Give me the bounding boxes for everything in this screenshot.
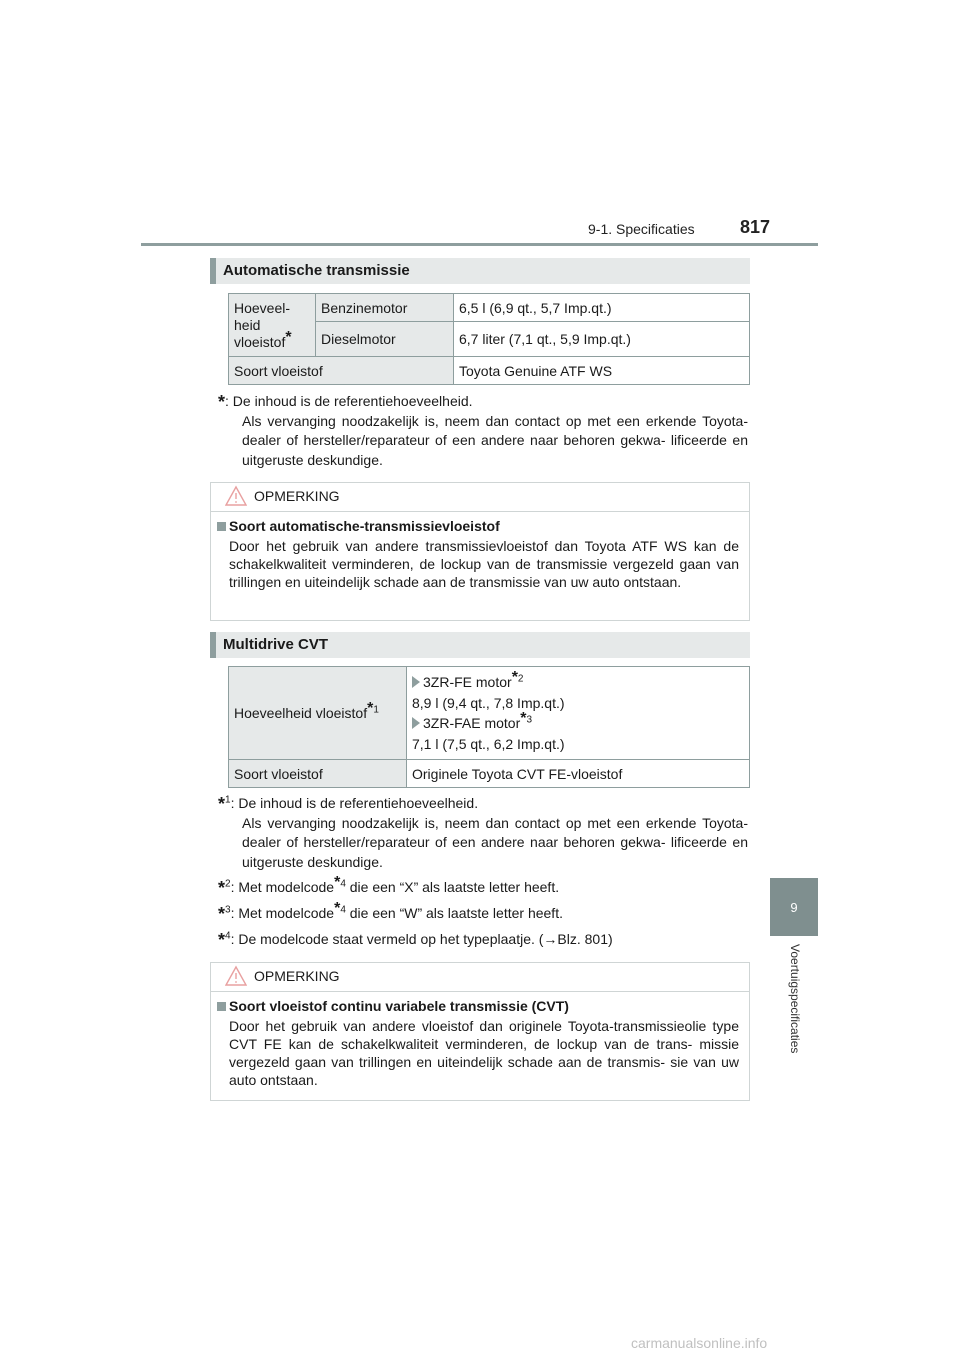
fluid-quantity-label: Hoeveel- heid vloeistof (234, 299, 291, 350)
footnote-text: : Met modelcode (230, 905, 335, 921)
footnote-automatic (218, 392, 748, 470)
header-rule (141, 243, 818, 246)
footnote-text: die een “X” als laatste letter heeft. (345, 879, 560, 895)
cvt-quantity-values (407, 667, 750, 760)
footnote-marker: * (285, 328, 292, 346)
engine-quantity: 8,9 l (9,4 qt., 7,8 Imp.qt.) (412, 694, 565, 711)
triangle-bullet-icon (412, 717, 420, 729)
triangle-bullet-icon (412, 676, 420, 688)
footnote-number: 3 (225, 904, 231, 916)
footnote-text: : Met modelcode (230, 879, 335, 895)
notice-title: OPMERKING (254, 488, 340, 504)
footnote-text: : De modelcode staat vermeld op het typeplaatje. ( (230, 931, 544, 947)
footnote-marker: * (520, 710, 527, 727)
footnote-marker: * (218, 878, 226, 898)
page-number: 817 (740, 217, 771, 237)
notice-header (211, 483, 749, 512)
footnote-number: 4 (340, 878, 346, 890)
notice-heading (217, 517, 739, 535)
cvt-table (228, 666, 750, 788)
footnote-text: die een “W” als laatste letter heeft. (345, 905, 563, 921)
footnote-number: 2 (517, 673, 524, 685)
footnote-number: 3 (526, 714, 533, 726)
notice-heading-text: Soort automatische-transmissievloeistof (229, 518, 500, 534)
cvt-quantity-label: Hoeveelheid vloeistof (234, 705, 368, 721)
footnote-marker: * (218, 930, 226, 950)
footnote-marker: * (218, 904, 226, 924)
engine-entry (412, 669, 744, 693)
arrow-icon: → (543, 931, 558, 947)
section-title-automatic-transmission: Automatische transmissie (210, 258, 750, 284)
footnote-marker: * (334, 874, 341, 891)
footnote-marker: * (218, 392, 226, 412)
warning-triangle-icon (225, 965, 247, 987)
engine-type-cell: Dieselmotor (316, 322, 454, 357)
automatic-transmission-table (228, 293, 750, 385)
engine-type-cell: Benzinemotor (316, 294, 454, 322)
fluid-quantity-value: 6,7 liter (7,1 qt., 5,9 Imp.qt.) (454, 322, 750, 357)
bullet-square-icon (217, 522, 226, 531)
engine-name: 3ZR-FE motor (423, 674, 512, 690)
footnote-marker: * (218, 794, 226, 814)
notice-text: Door het gebruik van andere vloeistof dan originele Toyota-transmissieolie type CVT FE kan de schakelkwaliteit verminderen, de lockup van de trans- missie vergezeld gaan van trillingen en uiteindelijk schade aan de transmis- sie van uw auto ontstaan. (229, 1018, 739, 1088)
notice-heading-text: Soort vloeistof continu variabele transmissie (CVT) (229, 998, 569, 1014)
footnote-line: : De inhoud is de referentiehoeveelheid. (225, 393, 473, 409)
footnote-marker: * (367, 700, 374, 717)
watermark: carmanualsonline.info (631, 1335, 768, 1351)
notice-box-cvt (210, 962, 750, 1101)
footnote-text: Als vervanging noodzakelijk is, neem dan contact op met een erkende Toyota-dealer of hersteller/reparateur of een andere naar behoren gekwa- lificeerde en uitgeruste deskundige. (242, 412, 748, 468)
footnote-cvt-4 (218, 930, 748, 950)
fluid-quantity-value: 6,5 l (6,9 qt., 5,7 Imp.qt.) (454, 294, 750, 322)
notice-box-atf (210, 482, 750, 621)
fluid-type-value: Originele Toyota CVT FE-vloeistof (407, 760, 750, 788)
fluid-type-label: Soort vloeistof (229, 357, 454, 385)
notice-title: OPMERKING (254, 968, 340, 984)
footnote-cvt-3 (218, 900, 748, 924)
footnote-text: Als vervanging noodzakelijk is, neem dan contact op met een erkende Toyota-dealer of hersteller/reparateur of een andere naar behoren gekwa- lificeerde en uitgeruste deskundige. (242, 814, 748, 870)
page-reference-link[interactable]: Blz. 801) (557, 931, 613, 947)
fluid-type-value: Toyota Genuine ATF WS (454, 357, 750, 385)
footnote-number: 4 (225, 930, 231, 942)
chapter-label (785, 944, 805, 1084)
notice-body (211, 992, 749, 1099)
footnote-line: : De inhoud is de referentiehoeveelheid. (230, 795, 479, 811)
engine-quantity: 7,1 l (7,5 qt., 6,2 Imp.qt.) (412, 735, 565, 752)
notice-text: Door het gebruik van andere transmissievloeistof dan Toyota ATF WS kan de schakelkwaliteit verminderen, de lockup van de transmissie vergezeld gaan van trillingen en uiteindelijk schade aan de transmissie van uw auto ontstaan. (229, 538, 739, 590)
warning-triangle-icon (225, 485, 247, 507)
footnote-number: 4 (340, 904, 346, 916)
footnote-number: 1 (373, 704, 379, 716)
cvt-quantity-label-cell (229, 667, 407, 760)
running-header-section: 9-1. Specificaties (588, 221, 695, 237)
section-title-multidrive-cvt: Multidrive CVT (210, 632, 750, 658)
footnote-number: 1 (225, 794, 231, 806)
engine-name: 3ZR-FAE motor (423, 715, 521, 731)
footnote-cvt-1 (218, 794, 748, 872)
footnote-cvt-2 (218, 874, 748, 898)
bullet-square-icon (217, 1002, 226, 1011)
notice-header (211, 963, 749, 992)
chapter-label-text: Voertuigspecificaties (788, 944, 802, 1054)
fluid-type-label: Soort vloeistof (229, 760, 407, 788)
engine-entry (412, 710, 744, 734)
footnote-number: 2 (225, 878, 231, 890)
footnote-marker: * (334, 900, 341, 917)
notice-body (211, 512, 749, 601)
fluid-quantity-label-cell (229, 294, 316, 357)
notice-heading (217, 997, 739, 1015)
footnote-marker: * (511, 669, 518, 686)
chapter-tab[interactable]: 9 (770, 878, 818, 936)
